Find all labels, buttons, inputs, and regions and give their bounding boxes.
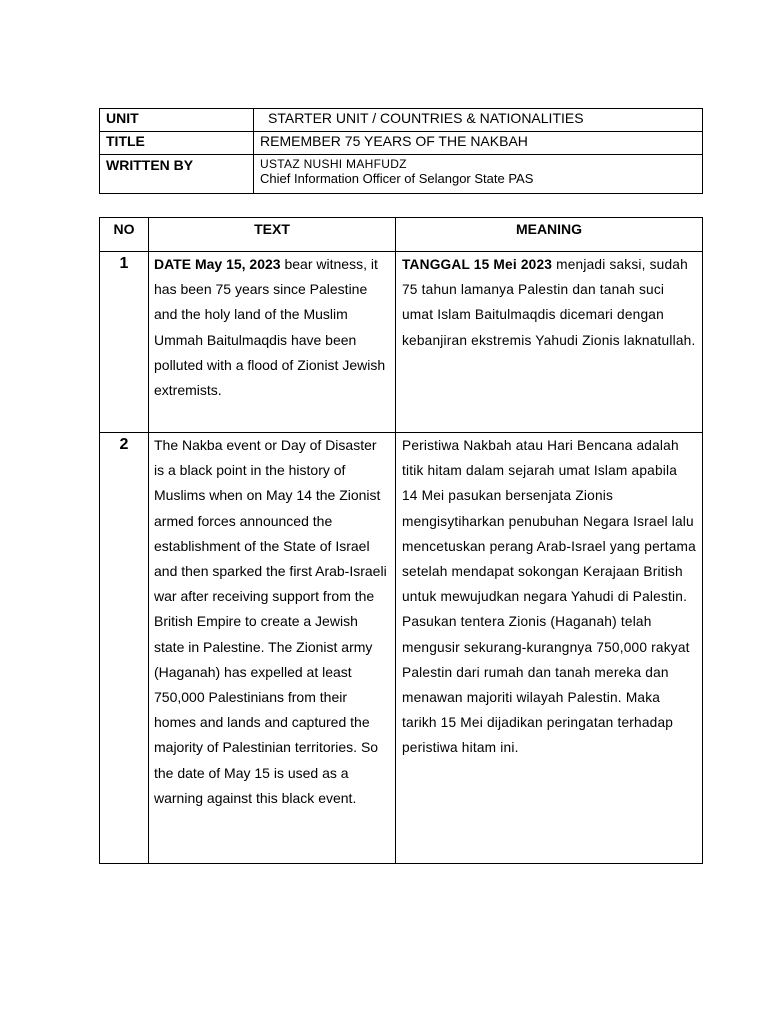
header-text: TEXT xyxy=(149,218,396,252)
row-meaning-date: TANGGAL 15 Mei 2023 xyxy=(402,257,553,272)
row-meaning-body: Peristiwa Nakbah atau Hari Bencana adalah titik hitam dalam sejarah umat Islam apabila 14 Mei pasukan bersenjata Zionis mengisytiharkan penubuhan Negara Israel lalu mencetuskan perang Arab-Israel yang pertama setelah mendapat sokongan Kerajaan British untuk mewujudkan negara Yahudi di Palestin. Pasukan tentera Zionis (Haganah) telah mengusir sekurang-kurangnya 750,000 rakyat Palestin dari rumah dan tanah mereka dan menawan majoriti wilayah Palestin. Maka tarikh 15 Mei dijadikan peringatan terhadap peristiwa hitam ini. xyxy=(402,438,696,756)
author-row xyxy=(100,155,703,194)
author-role: Chief Information Officer of Selangor State PAS xyxy=(260,171,534,186)
row-text-date: DATE May 15, 2023 xyxy=(154,256,281,272)
row-meaning-body: menjadi saksi, sudah 75 tahun lamanya Palestin dan tanah suci umat Islam Baitulmaqdis dicemari dengan kebanjiran ekstremis Yahudi Zionis laknatullah. xyxy=(402,257,696,348)
row-number: 2 xyxy=(100,433,149,864)
unit-label: UNIT xyxy=(100,109,254,132)
header-row xyxy=(100,218,703,252)
author-cell xyxy=(254,155,703,194)
info-table xyxy=(99,108,703,194)
header-meaning: MEANING xyxy=(396,218,703,252)
title-value: REMEMBER 75 YEARS OF THE NAKBAH xyxy=(254,132,703,155)
table-row xyxy=(100,433,703,864)
header-no: NO xyxy=(100,218,149,252)
author-name: USTAZ NUSHI MAHFUDZ xyxy=(260,157,407,171)
title-row xyxy=(100,132,703,155)
row-meaning xyxy=(396,252,703,433)
unit-value: STARTER UNIT / COUNTRIES & NATIONALITIES xyxy=(254,109,703,132)
row-text-body: bear witness, it has been 75 years since Palestine and the holy land of the Muslim Ummah Baitulmaqdis have been polluted with a flood of Zionist Jewish extremists. xyxy=(154,256,386,399)
table-row xyxy=(100,252,703,433)
row-number: 1 xyxy=(100,252,149,433)
row-meaning xyxy=(396,433,703,864)
title-label: TITLE xyxy=(100,132,254,155)
row-text xyxy=(149,252,396,433)
content-table xyxy=(99,217,703,864)
unit-row xyxy=(100,109,703,132)
row-text: The Nakba event or Day of Disaster is a black point in the history of Muslims when on May 14 the Zionist armed forces announced the establishment of the State of Israel and then sparked the first Arab-Israeli war after receiving support from the British Empire to create a Jewish state in Palestine. The Zionist army (Haganah) has expelled at least 750,000 Palestinians from their homes and lands and captured the majority of Palestinian territories. So the date of May 15 is used as a warning against this black event. xyxy=(149,433,396,864)
author-label: WRITTEN BY xyxy=(100,155,254,194)
